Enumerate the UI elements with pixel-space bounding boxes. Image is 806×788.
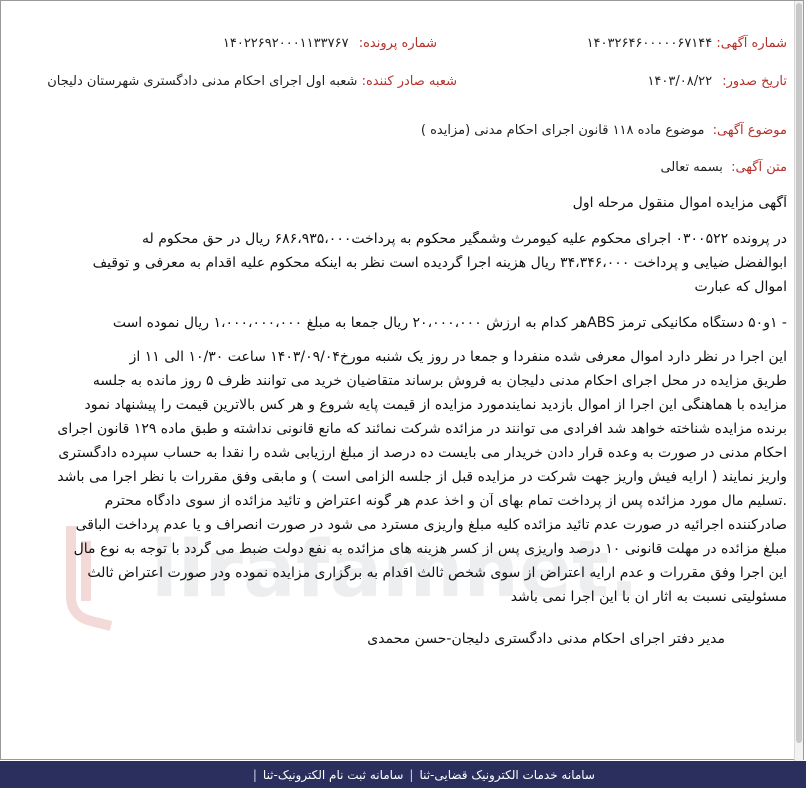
notice-line: واریز نمایند ( ارایه فیش واریز جهت شرکت در مزایده قبل از جلسه الزامی است ) و مابقی وفق مقررات با نظر اجرا می باشد (57, 469, 787, 485)
notice-line: مسئولیتی نسبت به اثار ان با این اجرا نمی باشد (510, 589, 787, 605)
issuer-row (47, 74, 457, 89)
notice-line: در پرونده ۰۳۰۰۵۲۲ اجرای محکوم علیه کیومرث وشمگیر محکوم به پرداخت۶۸۶،۹۳۵،۰۰۰ ریال در حق محکوم له (142, 231, 787, 247)
case-number-row (223, 36, 437, 51)
notice-line: این اجرا وفق مقررات و عدم ارایه اعتراض از سوی شخص ثالث اقدام به برگزاری مزایده نموده ودر صورت اعتراض ثالث (87, 565, 787, 581)
issuer-value: شعبه اول اجرای احکام مدنی دادگستری شهرستان دلیجان (47, 74, 358, 89)
notice-line: اموال که عبارت (694, 279, 787, 295)
notice-title: آگهی مزایده اموال منقول مرحله اول (572, 195, 787, 211)
notice-line: ابوالفضل ضیایی و پرداخت ۳۴،۳۴۶،۰۰۰ ریال هزینه اجرا گردیده است نظر به اینکه محکوم علیه اقدام به معرفی و توقیف (92, 255, 787, 271)
ad-number-value: ۱۴۰۳۲۶۴۶۰۰۰۰۰۶۷۱۴۴ (586, 36, 713, 51)
notice-line: - ۱و۵۰ دستگاه مکانیکی ترمز ABSهر کدام به ارزش ۲۰،۰۰۰،۰۰۰ ریال جمعا به مبلغ ۱،۰۰۰،۰۰۰،۰۰۰ ریال نموده است (112, 315, 787, 331)
notice-body (21, 195, 787, 665)
notice-line: طریق مزایده در محل اجرای احکام مدنی دلیجان به فروش برساند متقاضیان خرید می توانند ظرف ۵ روز مانده به جلسه (92, 373, 787, 389)
issue-date-value: ۱۴۰۳/۰۸/۲۲ (647, 74, 713, 89)
footer-separator: | (252, 767, 257, 782)
footer-separator: | (409, 767, 414, 782)
subject-label: موضوع آگهی: (712, 123, 787, 138)
text-value: بسمه تعالی (660, 160, 723, 175)
notice-line: احکام مدنی در صورت به وعده قرار دادن خریدار می بایست ده درصد از مبلغ ارزیابی شده را نقدا به حساب سپرده دادگستری (58, 445, 787, 461)
notice-line: صادرکننده اجرائیه در صورت عدم تائید مزائده کلیه مبلغ واریزی مسترد می شود در صورت انصراف و یا عدم پرداخت الباقی (75, 517, 787, 533)
scrollbar-thumb[interactable] (796, 3, 802, 743)
notice-signature: مدیر دفتر اجرای احکام مدنی دادگستری دلیجان-حسن محمدی (367, 631, 725, 647)
subject-row (421, 123, 787, 138)
issue-date-label: تاریخ صدور: (722, 74, 787, 89)
issuer-label: شعبه صادر کننده: (361, 74, 457, 89)
notice-line: این اجرا در نظر دارد اموال معرفی شده منفردا و جمعا در روز یک شنبه مورخ۱۴۰۳/۰۹/۰۴ ساعت ۱۰/۳۰ الی ۱۱ از (129, 349, 787, 365)
notice-line: مزایده با هماهنگی این اجرا از اموال بازدید نمایندمورد مزایده از قیمت پایه شروع و هر کس بالاترین قیمت را پیشنهاد نمود (84, 397, 787, 413)
issue-date-row (647, 74, 787, 89)
case-number-label: شماره پرونده: (358, 36, 437, 51)
footer-link-registration[interactable]: سامانه ثبت نام الکترونیک-ثنا (262, 767, 404, 782)
notice-line: برنده مزایده شناخته خواهد شد افرادی می توانند در مزائده شرکت نمائند که مانع قانونی نداشته و طبق ماده ۱۲۹ قانون اجرای (57, 421, 787, 437)
watermark-text: ilrafamnet. (151, 525, 639, 615)
ad-number-label: شماره آگهی: (716, 36, 787, 51)
footer-link-sakha[interactable]: سامانه خدمات الکترونیک قضایی-ثنا (419, 767, 595, 782)
subject-value: موضوع ماده ۱۱۸ قانون اجرای احکام مدنی (مزایده ) (420, 123, 705, 138)
ad-number-row (587, 36, 787, 51)
footer-bar (0, 761, 806, 788)
notice-line: .تسلیم مال مورد مزائده پس از پرداخت تمام بهای آن و اخذ عدم هر گونه اعتراض و تائید مزائده از سوی دادگاه محترم (104, 493, 787, 509)
text-row (660, 160, 787, 175)
notice-line: مبلغ مزائده در مهلت قانونی ۱۰ درصد واریزی پس از کسر هزینه های مزائده به نفع دولت ضبط می گردد با توجه به نوع مال (73, 541, 787, 557)
text-label: متن آگهی: (731, 160, 787, 175)
case-number-value: ۱۴۰۲۲۶۹۲۰۰۰۱۱۳۳۷۶۷ (222, 36, 349, 51)
vertical-scrollbar[interactable] (794, 1, 803, 761)
